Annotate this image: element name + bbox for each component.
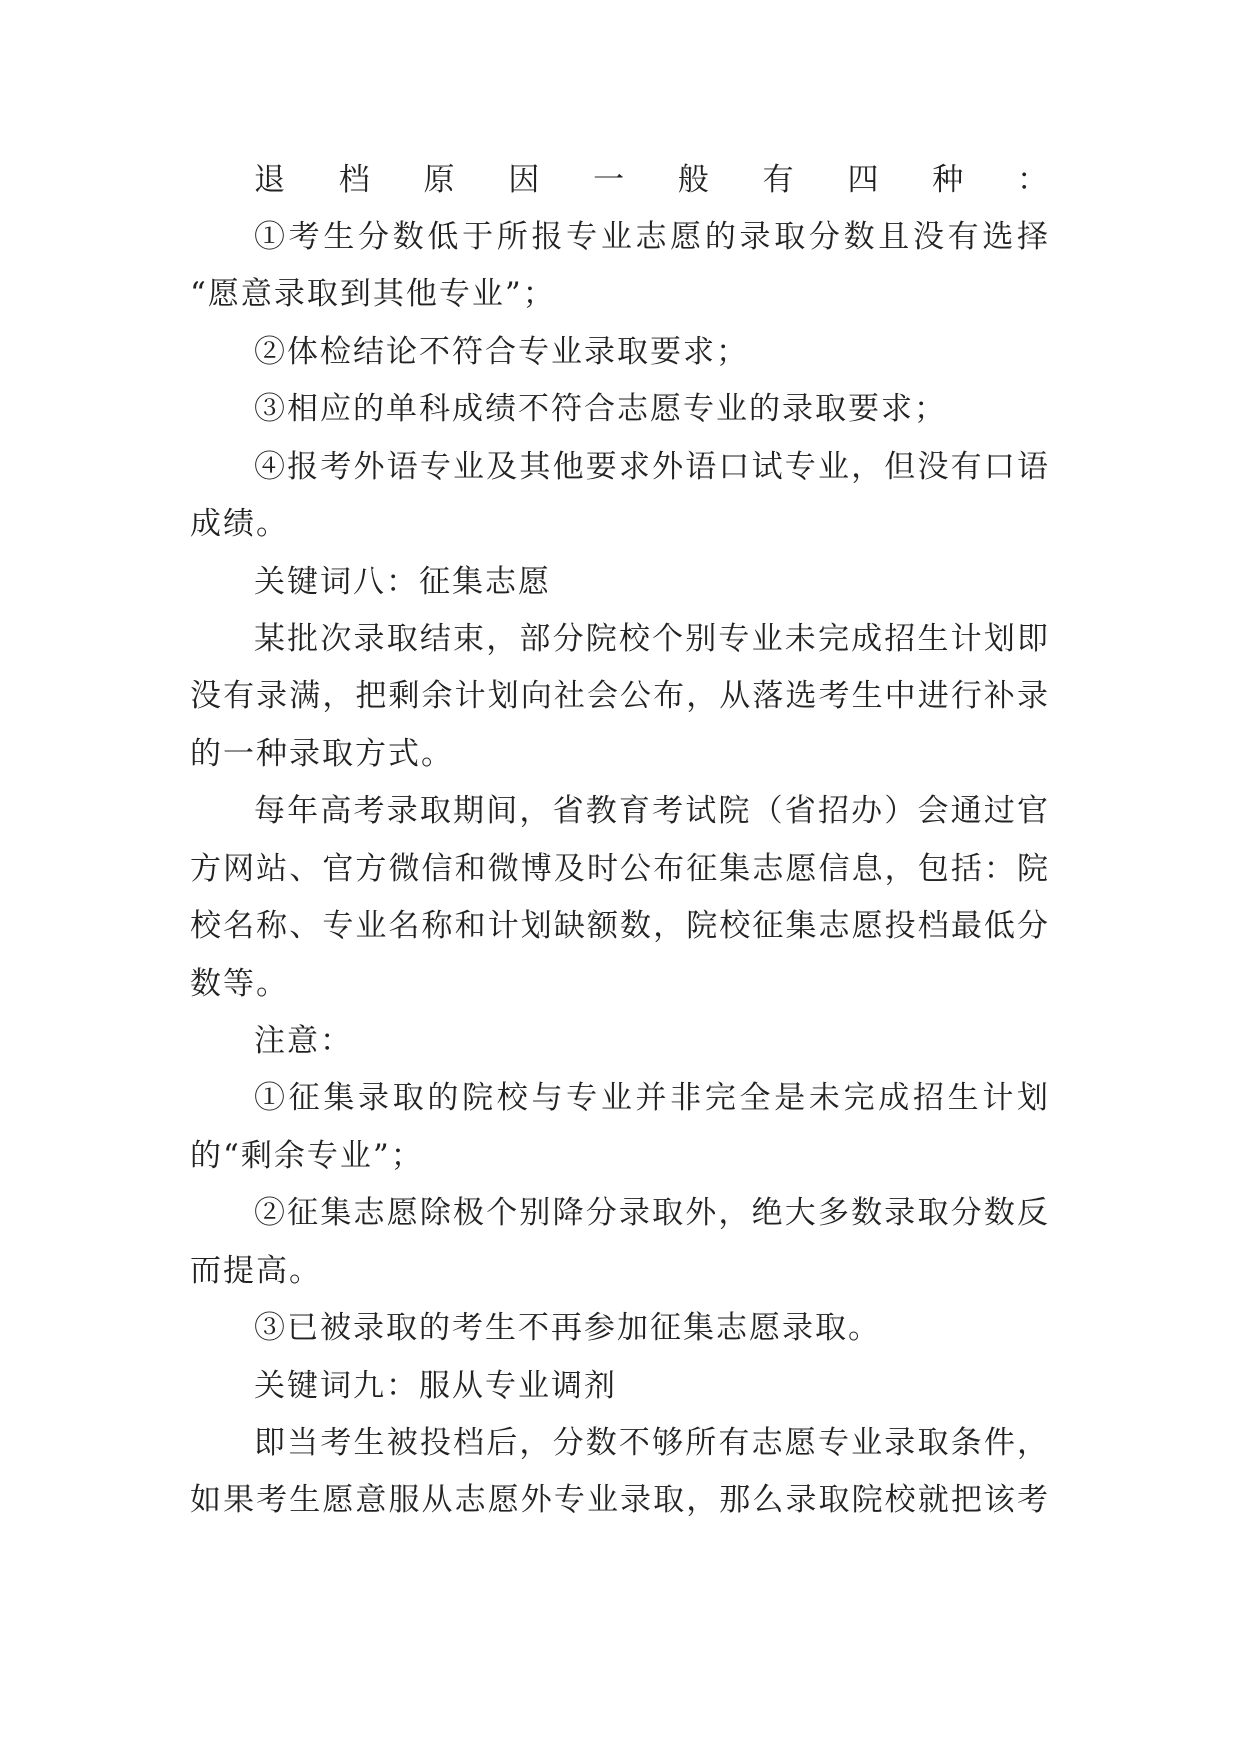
paragraph-line: 某批次录取结束，部分院校个别专业未完成招生计划即	[254, 621, 1050, 657]
paragraph-line: ③已被录取的考生不再参加征集志愿录取。	[254, 1310, 881, 1346]
paragraph-line: 每年高考录取期间，省教育考试院（省招办）会通过官	[254, 793, 1050, 829]
paragraph-line: 校名称、专业名称和计划缺额数，院校征集志愿投档最低分	[190, 908, 1050, 944]
paragraph-line: 退档原因一般有四种：	[254, 162, 1050, 198]
paragraph-line: 如果考生愿意服从志愿外专业录取，那么录取院校就把该考	[190, 1482, 1050, 1518]
paragraph-line: 注意：	[254, 1023, 353, 1059]
paragraph-line: ②体检结论不符合专业录取要求；	[254, 334, 749, 370]
paragraph-line: 成绩。	[190, 506, 289, 542]
paragraph-line: ①考生分数低于所报专业志愿的录取分数且没有选择	[254, 219, 1050, 255]
section-heading: 关键词九：服从专业调剂	[254, 1368, 617, 1404]
paragraph-line: 的“剩余专业”；	[190, 1138, 424, 1174]
paragraph-line: 没有录满，把剩余计划向社会公布，从落选考生中进行补录	[190, 678, 1050, 714]
paragraph-line: ②征集志愿除极个别降分录取外，绝大多数录取分数反	[254, 1195, 1050, 1231]
paragraph-line: 即当考生被投档后，分数不够所有志愿专业录取条件，	[254, 1425, 1050, 1461]
paragraph-line: 数等。	[190, 966, 289, 1002]
paragraph-line: 而提高。	[190, 1253, 322, 1289]
section-heading: 关键词八：征集志愿	[254, 564, 551, 600]
paragraph-line: ③相应的单科成绩不符合志愿专业的录取要求；	[254, 391, 947, 427]
paragraph-line: “愿意录取到其他专业”；	[190, 276, 556, 312]
paragraph-line: 方网站、官方微信和微博及时公布征集志愿信息，包括：院	[190, 851, 1050, 887]
paragraph-line: 的一种录取方式。	[190, 736, 454, 772]
paragraph-line: ①征集录取的院校与专业并非完全是未完成招生计划	[254, 1080, 1050, 1116]
paragraph-line: ④报考外语专业及其他要求外语口试专业，但没有口语	[254, 449, 1050, 485]
